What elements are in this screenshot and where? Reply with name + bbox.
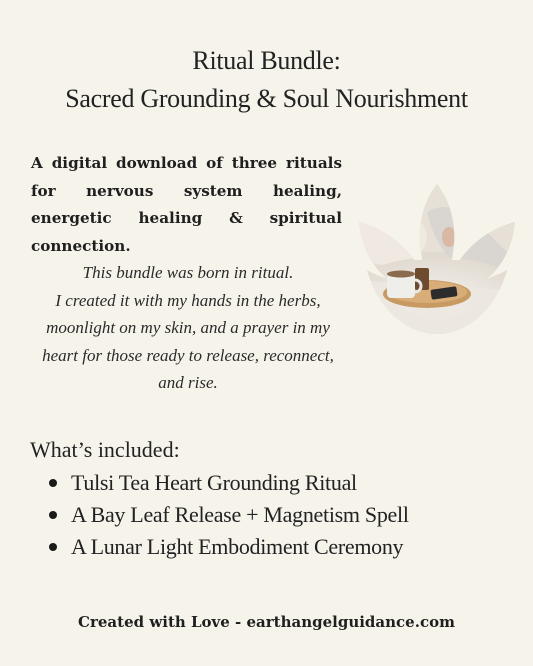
footer-credit: Created with Love - earthangelguidance.com (78, 613, 455, 631)
included-heading: What’s included: (30, 437, 180, 462)
quote-line: I created it with my hands in the herbs, (55, 290, 321, 310)
bullet-icon (49, 543, 57, 551)
bullet-icon (49, 511, 57, 519)
quote-line: heart for those ready to release, reconnect, (42, 345, 334, 365)
list-item (46, 499, 409, 531)
quote-line: and rise. (158, 373, 218, 392)
bullet-icon (49, 479, 57, 487)
quote-block (30, 259, 346, 397)
page-title-line-2: Sacred Grounding & Soul Nourishment (65, 84, 468, 113)
list-item (46, 531, 409, 563)
quote-line: This bundle was born in ritual. (82, 263, 294, 282)
intro-text: A digital download of three rituals for nervous system healing, energetic healing & spiritual connection. (31, 154, 342, 255)
list-item (46, 467, 409, 499)
list-item-label: A Bay Leaf Release + Magnetism Spell (71, 502, 409, 527)
page-title-line-1: Ritual Bundle: (192, 46, 341, 75)
included-list (46, 467, 409, 563)
quote-line: moonlight on my skin, and a prayer in my (46, 318, 330, 337)
list-item-label: Tulsi Tea Heart Grounding Ritual (71, 470, 357, 495)
list-item-label: A Lunar Light Embodiment Ceremony (71, 534, 404, 559)
lotus-photo-icon (357, 182, 517, 337)
